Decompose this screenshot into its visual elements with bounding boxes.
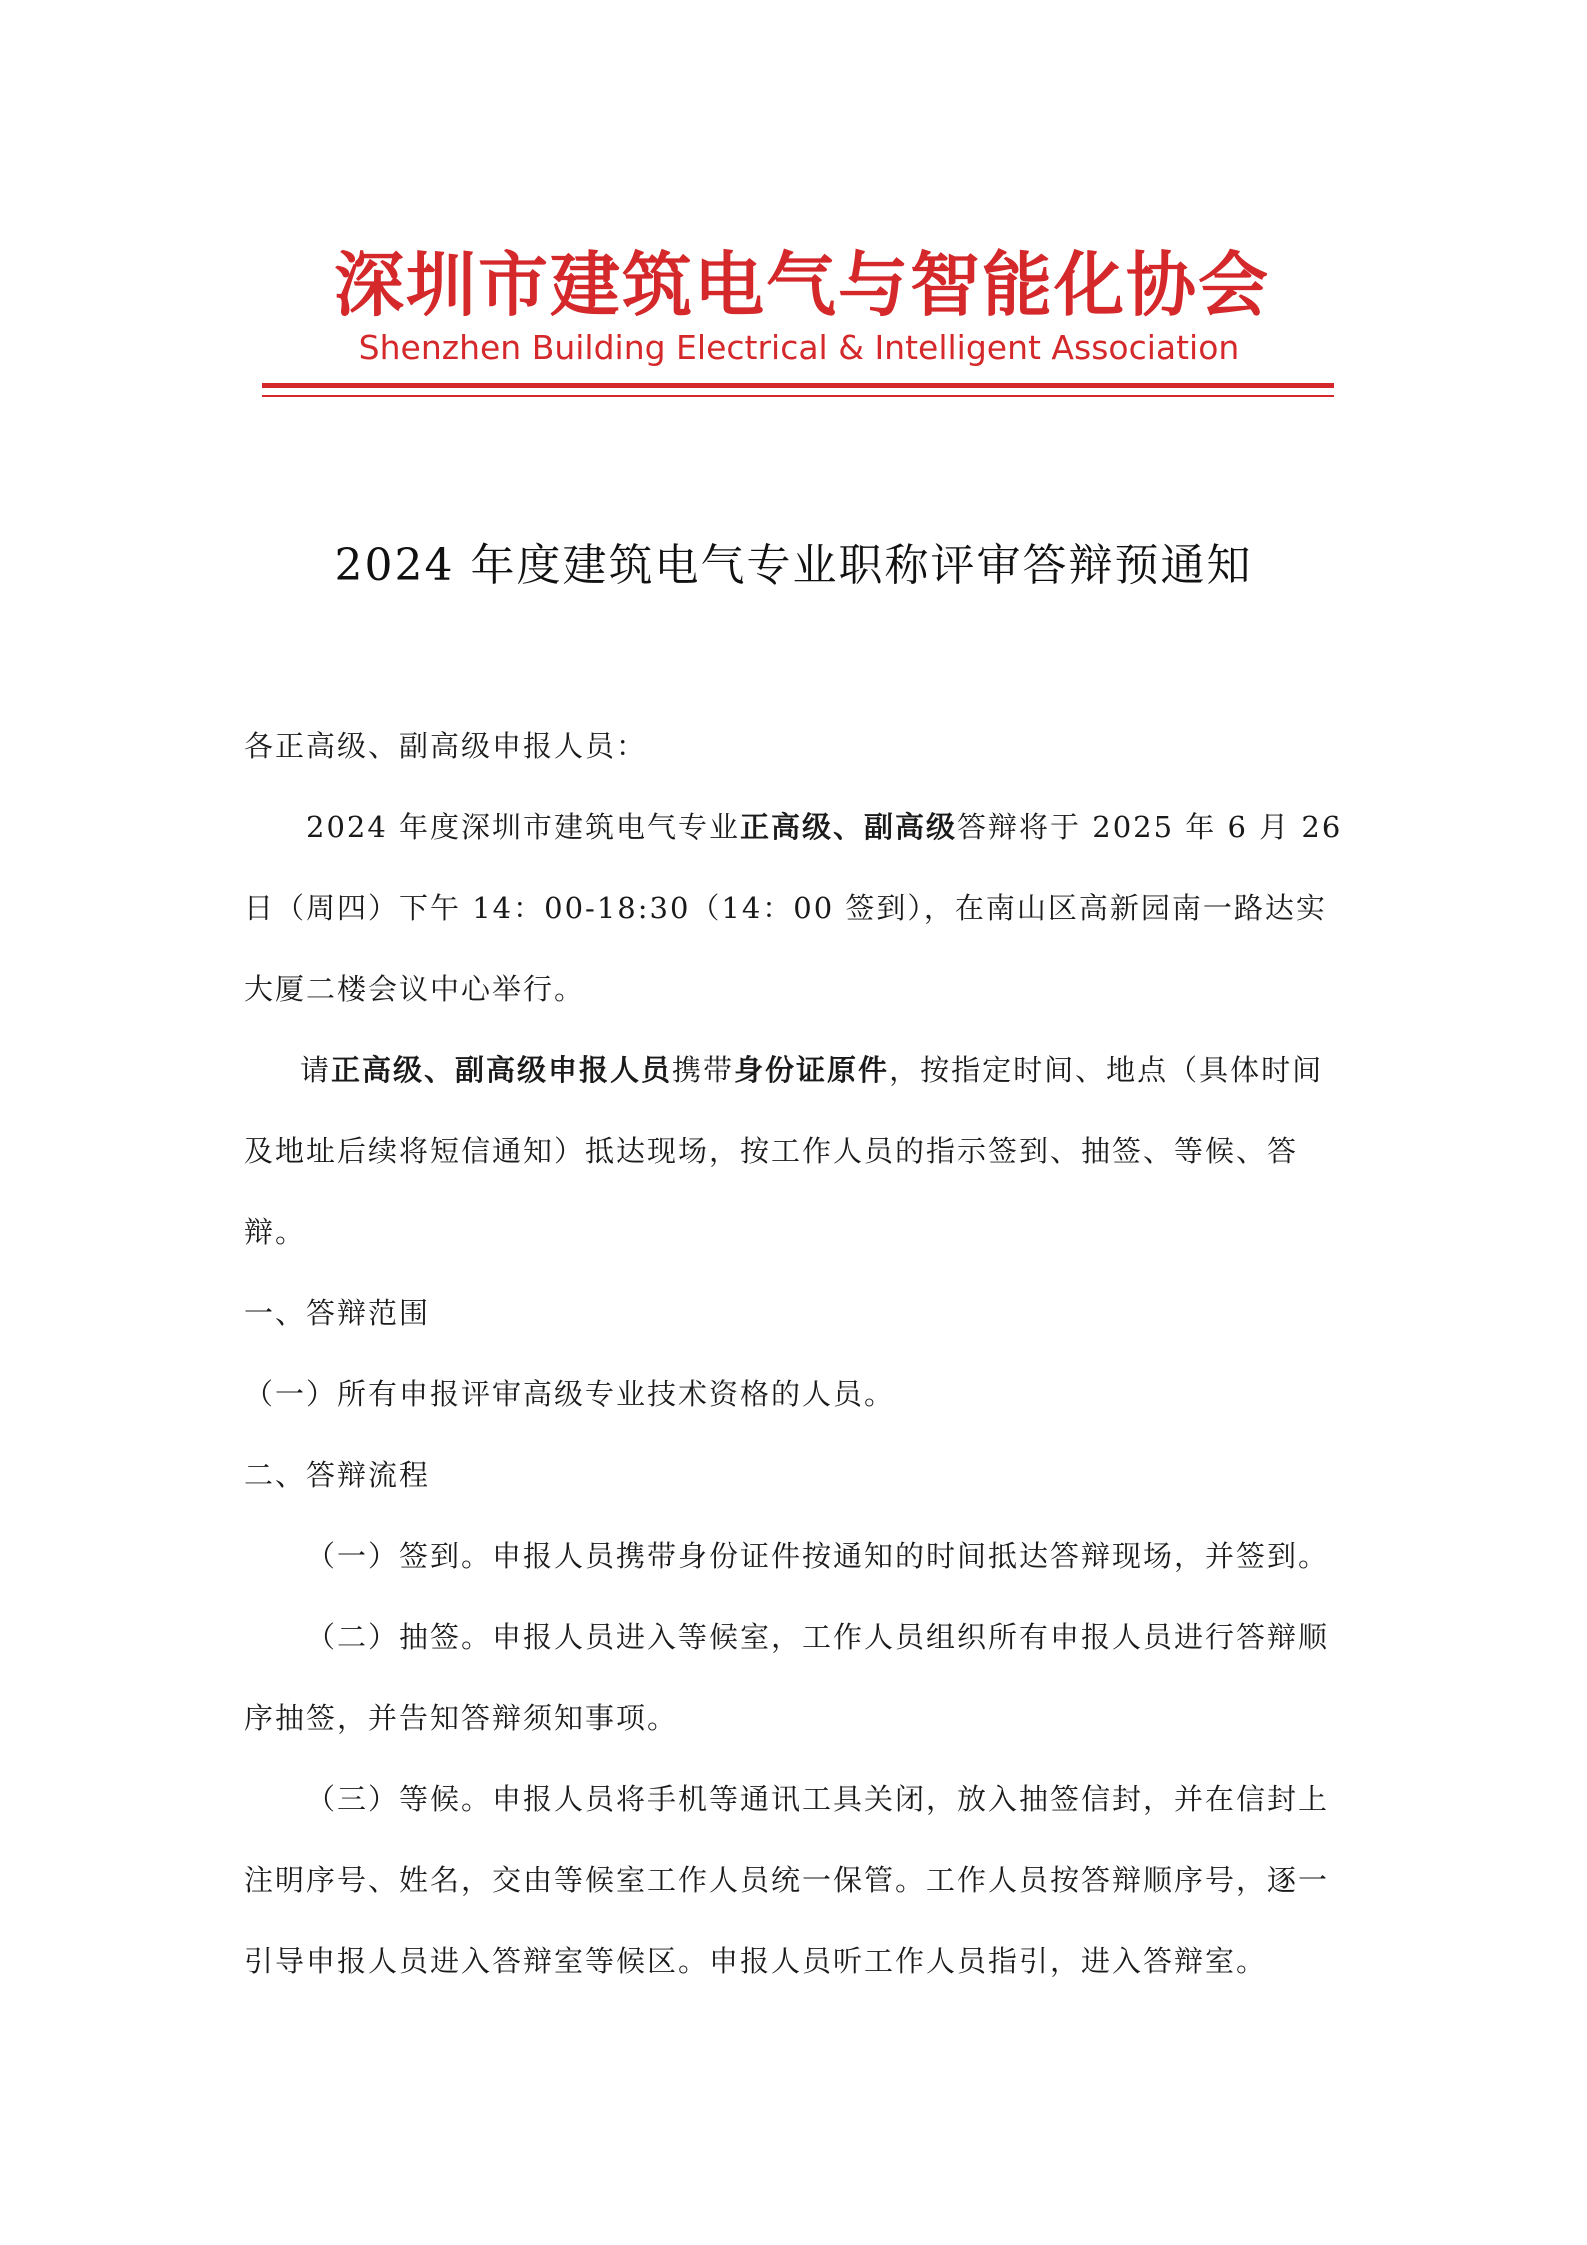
paragraph-instructions-text-1: 请 bbox=[300, 1053, 332, 1087]
section-heading-process: 二、答辩流程 bbox=[244, 1458, 431, 1492]
letterhead-divider-thin bbox=[262, 395, 1334, 397]
paragraph-schedule-emphasis: 正高级、副高级 bbox=[740, 810, 958, 844]
process-item-3: （三）等候。申报人员将手机等通讯工具关闭，放入抽签信封，并在信封上注明序号、姓名，交由等候室工作人员统一保管。工作人员按答辩顺序号，逐一引导申报人员进入答辩室等候区。申报人员听工作人员指引，进入答辩室。 bbox=[244, 1782, 1330, 1978]
paragraph-instructions-emphasis-applicants: 正高级、副高级申报人员 bbox=[331, 1053, 673, 1087]
scope-item-1: （一）所有申报评审高级专业技术资格的人员。 bbox=[244, 1377, 896, 1411]
paragraph-schedule-text-2: 答辩将于 2025 年 6 月 26 日（周四）下午 14：00-18:30（14：00 签到），在南山区高新园南一路达实大厦二楼会议中心举行。 bbox=[244, 810, 1343, 1006]
organization-name-chinese: 深圳市建筑电气与智能化协会 bbox=[334, 244, 1270, 326]
paragraph-schedule-text-1: 2024 年度深圳市建筑电气专业 bbox=[306, 810, 741, 844]
section-heading-scope: 一、答辩范围 bbox=[244, 1296, 431, 1330]
letterhead-divider-thick bbox=[262, 383, 1334, 388]
paragraph-instructions-emphasis-id: 身份证原件 bbox=[734, 1053, 890, 1087]
paragraph-schedule bbox=[244, 787, 1354, 1030]
paragraph-instructions-text-2: 携带 bbox=[672, 1053, 735, 1087]
paragraph-instructions bbox=[244, 1030, 1354, 1273]
process-item-1: （一）签到。申报人员携带身份证件按通知的时间抵达答辩现场，并签到。 bbox=[306, 1539, 1330, 1573]
process-item-2: （二）抽签。申报人员进入等候室，工作人员组织所有申报人员进行答辩顺序抽签，并告知答辩须知事项。 bbox=[244, 1620, 1330, 1735]
paragraph-instructions-text-3: ，按指定时间、地点（具体时间及地址后续将短信通知）抵达现场，按工作人员的指示签到、抽签、等候、答辩。 bbox=[244, 1053, 1324, 1249]
document-title: 2024 年度建筑电气专业职称评审答辩预通知 bbox=[334, 540, 1253, 591]
organization-name-english: Shenzhen Building Electrical & Intelligent Association bbox=[358, 328, 1240, 367]
salutation: 各正高级、副高级申报人员： bbox=[244, 729, 648, 763]
document-body bbox=[244, 706, 1354, 2002]
